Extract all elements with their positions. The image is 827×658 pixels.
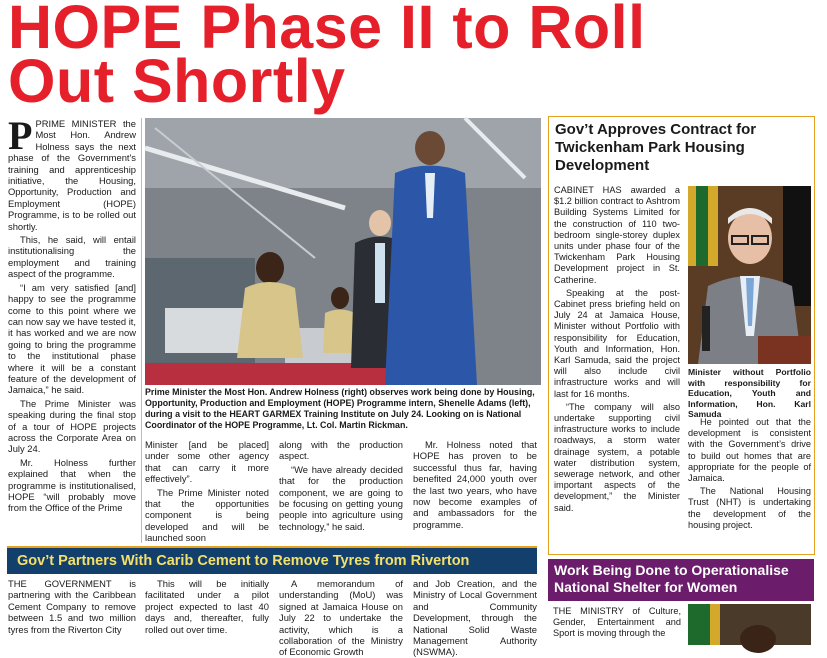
photo-caption: Prime Minister the Most Hon. Andrew Holness (right) observes work being done by Housing, Opportunity, Production and Employment (HOPE) Programme intern, Shenelle Adams (left), during a visit to the HEART GARMEX Training Institute on July 24. Looking on is National Coordinator of the HOPE Programme, Lt. Col. Martin Rickman. [145, 387, 535, 430]
main-story-column-4 [413, 439, 537, 543]
training-institute-photo [145, 118, 541, 385]
drop-cap: P [8, 113, 33, 158]
story-banner-tyres [7, 546, 537, 574]
minister-photo [688, 186, 811, 364]
sidebar-story-column-2 [688, 417, 811, 551]
main-story-paragraph: Mr. Holness further explained that when the programme is institutionalised, HOPE “will probably move from the Office of the Prime [8, 456, 136, 514]
sidebar-paragraph: “The company will also undertake supporting civil infrastructure works to include roadways, a storm water drainage system, a potable water distribution system, sewerage network, and other important aspects of the development,” the Minister said. [554, 401, 680, 513]
sidebar-paragraph: He pointed out that the development is consistent with the Government’s drive to build out homes that are appropriate for the people of Jamaica. [688, 417, 811, 484]
story-2-title: Gov’t Partners With Carib Cement to Remove Tyres from Riverton [17, 553, 470, 569]
minister-portrait [688, 186, 811, 364]
story-3-photo-image [688, 604, 811, 645]
main-story-paragraph: Mr. Holness noted that HOPE has proven to be successful thus far, having benefited 24,000 youth over the last two years, who have now become examples of and ambassadors for the programme. [413, 439, 537, 530]
main-story-column-1 [8, 113, 136, 544]
main-story-column-2 [145, 439, 269, 543]
sidebar-story-column-1 [554, 185, 680, 551]
main-story-paragraph: “We have already decided that for the production component, we are going to be focusing on getting young people into agriculture using technology,” he said. [279, 463, 403, 532]
story-3-paragraph: THE MINISTRY of Culture, Gender, Entertainment and Sport is moving through the [553, 606, 681, 639]
sidebar-paragraph: Speaking at the post-Cabinet press briefing held on July 24 at Jamaica House, Minister without Portfolio with responsibility for Education, Youth and Information, Hon. Karl Samuda, said the project will also include civil infrastructure works and will last for 16 months. [554, 287, 680, 399]
story-2-column-1 [8, 578, 136, 645]
sidebar-paragraph: The National Housing Trust (NHT) is undertaking the development of the housing project. [688, 486, 811, 530]
story-3-column-1 [553, 606, 681, 645]
headline-line-2: Out Shortly [8, 47, 346, 115]
headline-line-1: HOPE Phase II to Roll [8, 0, 646, 61]
story-3-photo [688, 604, 811, 645]
main-story-column-3 [279, 439, 403, 543]
main-photo [145, 118, 541, 385]
story-2-column-3 [279, 578, 403, 658]
sidebar-paragraph: CABINET HAS awarded a $1.2 billion contract to Ashtrom Building Systems Limited for the construction of 110 two-bedroom single-storey duplex units under phase four of the Twickenham Park Housing Development project in St. Catherine. [554, 185, 680, 285]
main-story-paragraph: This, he said, will entail institutionalising the employment and training aspect of the programme. [8, 234, 136, 280]
story-2-paragraph: THE GOVERNMENT is partnering with the Caribbean Cement Company to remove between 1.5 and two million tyres from the Riverton City [8, 578, 136, 635]
main-story-paragraph: Minister [and be placed] under some other agency that can carry it more effectively”. [145, 439, 269, 485]
headline [8, 0, 708, 115]
story-2-paragraph: and Job Creation, and the Ministry of Local Government and Community Development, through the National Solid Waste Management Authority (NSWMA). [413, 578, 537, 658]
column-rule [141, 118, 142, 543]
sidebar-photo-caption: Minister without Portfolio with responsibility for Education, Youth and Information, Hon. Karl Samuda [688, 367, 811, 420]
sidebar-story-title: Gov’t Approves Contract for Twickenham Park Housing Development [555, 121, 757, 174]
story-2-paragraph: This will be initially facilitated under a pilot project expected to last 40 days and, thereafter, fully rolled out over time. [145, 578, 269, 635]
story-2-column-2 [145, 578, 269, 645]
story-3-title: Work Being Done to Operationalise National Shelter for Women [554, 562, 789, 595]
main-story-paragraph: The Prime Minister noted that the opportunities component is being developed and will be launched soon [145, 486, 269, 544]
story-banner-shelter [548, 559, 814, 601]
main-story-lead: PRIME MINISTER the Most Hon. Andrew Holness says the next phase of the Government's training and apprenticeship initiative, the Housing, Opportunity, Production and Employment (HOPE) Programme, is to be rolled out shortly. [8, 118, 136, 232]
story-2-column-4 [413, 578, 537, 658]
main-story-paragraph: “I am very satisfied [and] happy to see the programme come to this point where we can now say we have tested it, it has worked and we are now going to bring the programme to the institutional phase where it will be a constant feature of the development of Jamaica,” he said. [8, 281, 136, 396]
main-story-paragraph: along with the production aspect. [279, 439, 403, 462]
main-story-paragraph: The Prime Minister was speaking during the final stop of a tour of HOPE projects across the Corporate Area on July 24. [8, 397, 136, 455]
story-2-paragraph: A memorandum of understanding (MoU) was signed at Jamaica House on July 22 to undertake the activity, which is a collaboration of the Ministry of Economic Growth [279, 578, 403, 658]
